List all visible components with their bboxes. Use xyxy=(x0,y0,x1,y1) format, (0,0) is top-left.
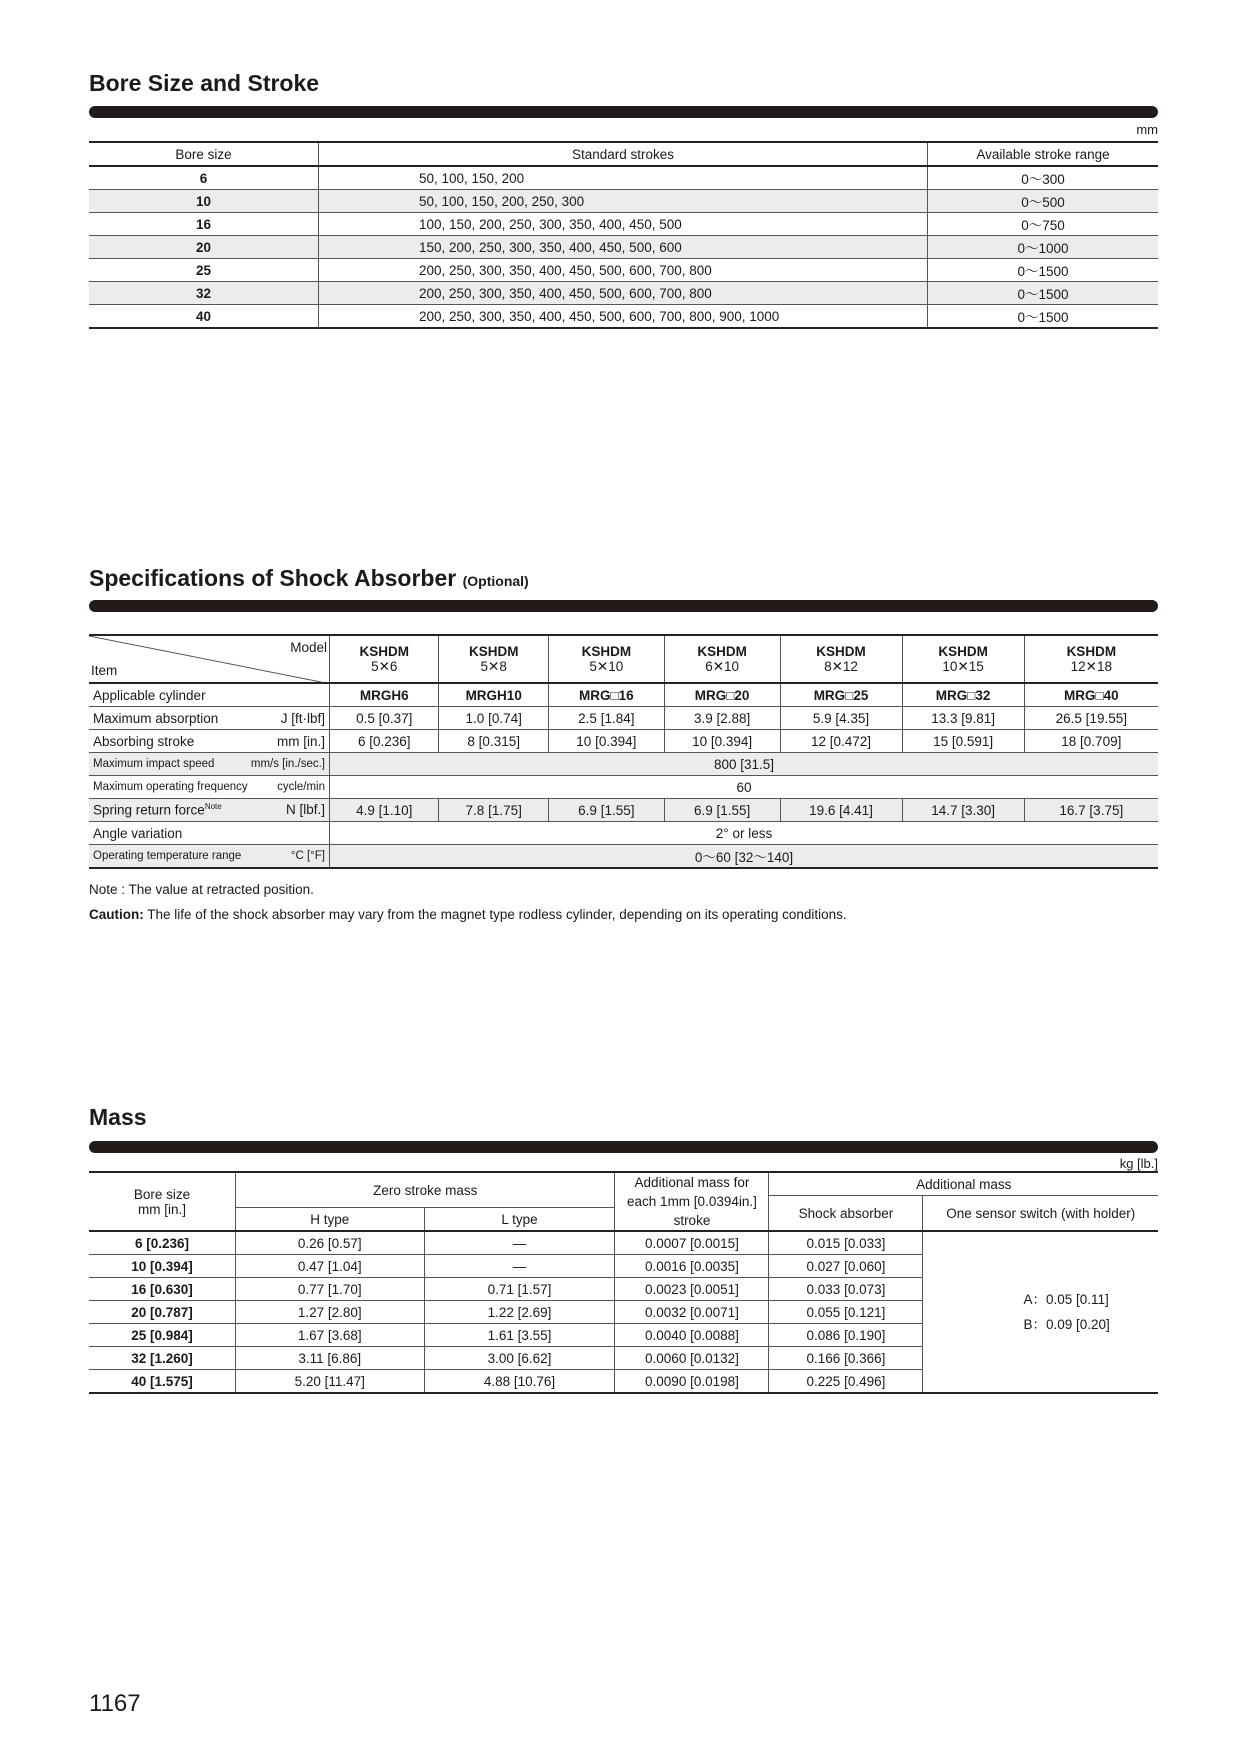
model-name: KSHDM xyxy=(1066,643,1117,659)
section-divider-bar xyxy=(89,600,1158,612)
shock-absorber-cell: 0.225 [0.496] xyxy=(769,1370,923,1394)
spring-cell: 16.7 [3.75] xyxy=(1024,799,1158,822)
l-type-cell: 0.71 [1.57] xyxy=(424,1278,615,1301)
model-header-cell xyxy=(780,635,902,683)
model-size: 5✕6 xyxy=(371,658,398,674)
table-row xyxy=(89,259,1158,282)
model-size: 5✕8 xyxy=(480,658,507,674)
table-row xyxy=(89,166,1158,190)
frequency-value: 60 xyxy=(330,776,1159,799)
stroke-range-cell: 0～500 xyxy=(928,190,1159,213)
model-size: 5✕10 xyxy=(589,658,624,674)
table-row xyxy=(89,236,1158,259)
model-header-cell xyxy=(1024,635,1158,683)
bore-size-cell: 6 xyxy=(89,166,319,190)
absorption-cell: 2.5 [1.84] xyxy=(548,707,664,730)
impact-unit: mm/s [in./sec.] xyxy=(250,758,325,770)
table-row xyxy=(89,282,1158,305)
standard-strokes-cell: 200, 250, 300, 350, 400, 450, 500, 600, 700, 800 xyxy=(319,282,928,305)
table-row xyxy=(89,845,1158,869)
spring-cell: 6.9 [1.55] xyxy=(664,799,780,822)
additional-per-mm-cell: 0.0032 [0.0071] xyxy=(615,1301,769,1324)
applicable-cylinder-cell: MRG□25 xyxy=(780,683,902,707)
bore-size-cell: 40 [1.575] xyxy=(89,1370,236,1394)
header-bore-size: Bore size xyxy=(89,142,319,166)
spring-cell: 4.9 [1.10] xyxy=(330,799,439,822)
l-type-cell: — xyxy=(424,1255,615,1278)
stroke-cell: 15 [0.591] xyxy=(902,730,1024,753)
model-name: KSHDM xyxy=(816,643,866,659)
optional-label: (Optional) xyxy=(462,573,529,589)
h-type-cell: 3.11 [6.86] xyxy=(236,1347,425,1370)
model-name: KSHDM xyxy=(359,643,409,659)
impact-label-cell xyxy=(89,753,330,776)
shock-absorber-title xyxy=(89,565,529,592)
model-header-cell xyxy=(330,635,439,683)
h-type-cell: 5.20 [11.47] xyxy=(236,1370,425,1394)
additional-per-mm-cell: 0.0060 [0.0132] xyxy=(615,1347,769,1370)
header-sensor-switch: One sensor switch (with holder) xyxy=(923,1196,1158,1232)
corner-header-cell xyxy=(89,635,330,683)
spring-cell: 19.6 [4.41] xyxy=(780,799,902,822)
caution-body: The life of the shock absorber may vary from the magnet type rodless cylinder, depending on its operating conditions. xyxy=(143,907,847,922)
stroke-label: Absorbing stroke xyxy=(93,733,195,749)
header-zero-stroke-mass: Zero stroke mass xyxy=(236,1172,615,1208)
header-h-type: H type xyxy=(236,1208,425,1232)
additional-per-mm-line2: each 1mm [0.0394in.] xyxy=(627,1194,757,1209)
table-header-row xyxy=(89,142,1158,166)
page-number: 1167 xyxy=(89,1690,141,1717)
table-row xyxy=(89,822,1158,845)
model-size: 10✕15 xyxy=(942,658,984,674)
spring-unit: N [lbf.] xyxy=(285,802,325,818)
model-header-cell xyxy=(439,635,548,683)
stroke-cell: 12 [0.472] xyxy=(780,730,902,753)
unit-label: mm xyxy=(1136,122,1158,137)
stroke-cell: 8 [0.315] xyxy=(439,730,548,753)
h-type-cell: 1.27 [2.80] xyxy=(236,1301,425,1324)
stroke-range-cell: 0～300 xyxy=(928,166,1159,190)
applicable-cylinder-cell: MRG□16 xyxy=(548,683,664,707)
shock-absorber-cell: 0.027 [0.060] xyxy=(769,1255,923,1278)
mass-table xyxy=(89,1171,1158,1394)
standard-strokes-cell: 50, 100, 150, 200 xyxy=(319,166,928,190)
absorption-cell: 3.9 [2.88] xyxy=(664,707,780,730)
table-row xyxy=(89,799,1158,822)
stroke-cell: 10 [0.394] xyxy=(548,730,664,753)
bore-size-cell: 40 xyxy=(89,305,319,329)
spring-label: Spring return force xyxy=(93,802,205,818)
note-sup: Note xyxy=(204,802,222,812)
angle-value: 2° or less xyxy=(330,822,1159,845)
frequency-label: Maximum operating frequency xyxy=(93,781,248,793)
spring-label-cell xyxy=(89,799,330,822)
bore-size-stroke-table xyxy=(89,141,1158,329)
standard-strokes-cell: 200, 250, 300, 350, 400, 450, 500, 600, 700, 800, 900, 1000 xyxy=(319,305,928,329)
bore-size-cell: 25 xyxy=(89,259,319,282)
absorption-cell: 1.0 [0.74] xyxy=(439,707,548,730)
spring-cell: 7.8 [1.75] xyxy=(439,799,548,822)
bore-size-unit: mm [in.] xyxy=(137,1201,186,1217)
table-header-row xyxy=(89,635,1158,683)
table-row xyxy=(89,683,1158,707)
h-type-cell: 1.67 [3.68] xyxy=(236,1324,425,1347)
bore-size-label: Bore size xyxy=(133,1186,191,1202)
model-header-cell xyxy=(548,635,664,683)
stroke-range-cell: 0～750 xyxy=(928,213,1159,236)
applicable-cylinder-label: Applicable cylinder xyxy=(89,683,330,707)
table-row xyxy=(89,305,1158,329)
sensor-b-value: B：0.09 [0.20] xyxy=(1023,1317,1110,1332)
impact-label: Maximum impact speed xyxy=(93,758,215,770)
shock-absorber-title-text: Specifications of Shock Absorber xyxy=(89,565,457,591)
additional-per-mm-cell: 0.0023 [0.0051] xyxy=(615,1278,769,1301)
bore-size-stroke-title: Bore Size and Stroke xyxy=(89,70,320,96)
header-bore-size xyxy=(89,1172,236,1231)
applicable-cylinder-cell: MRG□20 xyxy=(664,683,780,707)
sensor-switch-cell xyxy=(923,1231,1158,1393)
applicable-cylinder-cell: MRGH10 xyxy=(439,683,548,707)
model-name: KSHDM xyxy=(938,643,988,659)
caution-label: Caution: xyxy=(89,907,144,922)
caution-text xyxy=(89,907,847,922)
absorption-cell: 26.5 [19.55] xyxy=(1024,707,1158,730)
stroke-cell: 18 [0.709] xyxy=(1024,730,1158,753)
angle-label: Angle variation xyxy=(89,822,330,845)
bore-size-cell: 20 xyxy=(89,236,319,259)
absorption-unit: J [ft·lbf] xyxy=(280,710,325,726)
shock-absorber-cell: 0.033 [0.073] xyxy=(769,1278,923,1301)
bore-size-cell: 32 [1.260] xyxy=(89,1347,236,1370)
bore-size-cell: 6 [0.236] xyxy=(89,1231,236,1255)
stroke-range-cell: 0～1500 xyxy=(928,282,1159,305)
mass-title: Mass xyxy=(89,1104,147,1130)
absorption-cell: 5.9 [4.35] xyxy=(780,707,902,730)
h-type-cell: 0.47 [1.04] xyxy=(236,1255,425,1278)
section-divider-bar xyxy=(89,106,1158,118)
h-type-cell: 0.26 [0.57] xyxy=(236,1231,425,1255)
header-additional-per-mm xyxy=(615,1172,769,1231)
bore-size-cell: 32 xyxy=(89,282,319,305)
additional-per-mm-cell: 0.0040 [0.0088] xyxy=(615,1324,769,1347)
shock-absorber-cell: 0.086 [0.190] xyxy=(769,1324,923,1347)
diagonal-line xyxy=(89,636,321,682)
standard-strokes-cell: 150, 200, 250, 300, 350, 400, 450, 500, 600 xyxy=(319,236,928,259)
table-row xyxy=(89,730,1158,753)
item-corner-label: Item xyxy=(91,663,118,678)
sensor-a-value: A：0.05 [0.11] xyxy=(1023,1292,1109,1307)
section-divider-bar xyxy=(89,1141,1158,1153)
table-row xyxy=(89,707,1158,730)
shock-absorber-table xyxy=(89,634,1158,869)
shock-absorber-cell: 0.015 [0.033] xyxy=(769,1231,923,1255)
bore-size-cell: 10 xyxy=(89,190,319,213)
bore-size-cell: 25 [0.984] xyxy=(89,1324,236,1347)
shock-absorber-cell: 0.166 [0.366] xyxy=(769,1347,923,1370)
mass-unit-label: kg [lb.] xyxy=(1119,1156,1158,1171)
temp-value: 0～60 [32～140] xyxy=(330,845,1159,869)
header-standard-strokes: Standard strokes xyxy=(319,142,928,166)
table-row xyxy=(89,776,1158,799)
shock-absorber-cell: 0.055 [0.121] xyxy=(769,1301,923,1324)
spring-cell: 14.7 [3.30] xyxy=(902,799,1024,822)
absorption-label: Maximum absorption xyxy=(93,710,219,726)
l-type-cell: 4.88 [10.76] xyxy=(424,1370,615,1394)
bore-size-cell: 20 [0.787] xyxy=(89,1301,236,1324)
additional-per-mm-cell: 0.0016 [0.0035] xyxy=(615,1255,769,1278)
bore-size-cell: 16 [0.630] xyxy=(89,1278,236,1301)
additional-per-mm-cell: 0.0007 [0.0015] xyxy=(615,1231,769,1255)
model-name: KSHDM xyxy=(581,643,632,659)
absorption-cell: 0.5 [0.37] xyxy=(330,707,439,730)
header-shock-absorber: Shock absorber xyxy=(769,1196,923,1232)
table-row xyxy=(89,190,1158,213)
spring-cell: 6.9 [1.55] xyxy=(548,799,664,822)
l-type-cell: 3.00 [6.62] xyxy=(424,1347,615,1370)
l-type-cell: 1.61 [3.55] xyxy=(424,1324,615,1347)
model-header-cell xyxy=(664,635,780,683)
table-row xyxy=(89,213,1158,236)
frequency-unit: cycle/min xyxy=(277,781,325,793)
model-header-cell xyxy=(902,635,1024,683)
model-size: 12✕18 xyxy=(1070,658,1112,674)
header-additional-mass: Additional mass xyxy=(769,1172,1158,1196)
bore-size-cell: 16 xyxy=(89,213,319,236)
temp-label: Operating temperature range xyxy=(93,850,242,862)
applicable-cylinder-cell: MRGH6 xyxy=(330,683,439,707)
impact-value: 800 [31.5] xyxy=(330,753,1159,776)
model-name: KSHDM xyxy=(697,643,747,659)
temp-label-cell xyxy=(89,845,330,869)
standard-strokes-cell: 200, 250, 300, 350, 400, 450, 500, 600, 700, 800 xyxy=(319,259,928,282)
note-text: Note : The value at retracted position. xyxy=(89,882,314,897)
table-row xyxy=(89,753,1158,776)
header-l-type: L type xyxy=(424,1208,615,1232)
absorption-label-cell xyxy=(89,707,330,730)
absorption-cell: 13.3 [9.81] xyxy=(902,707,1024,730)
stroke-range-cell: 0～1500 xyxy=(928,305,1159,329)
table-row xyxy=(89,1231,1158,1255)
header-stroke-range: Available stroke range xyxy=(928,142,1159,166)
applicable-cylinder-cell: MRG□40 xyxy=(1024,683,1158,707)
stroke-label-cell xyxy=(89,730,330,753)
stroke-unit: mm [in.] xyxy=(276,733,325,749)
stroke-cell: 6 [0.236] xyxy=(330,730,439,753)
frequency-label-cell xyxy=(89,776,330,799)
l-type-cell: 1.22 [2.69] xyxy=(424,1301,615,1324)
standard-strokes-cell: 100, 150, 200, 250, 300, 350, 400, 450, 500 xyxy=(319,213,928,236)
bore-size-cell: 10 [0.394] xyxy=(89,1255,236,1278)
stroke-cell: 10 [0.394] xyxy=(664,730,780,753)
additional-per-mm-line3: stroke xyxy=(673,1213,711,1228)
applicable-cylinder-cell: MRG□32 xyxy=(902,683,1024,707)
model-size: 8✕12 xyxy=(824,658,858,674)
temp-unit: °C [°F] xyxy=(290,850,325,862)
table-header-row xyxy=(89,1172,1158,1196)
model-size: 6✕10 xyxy=(705,658,740,674)
diagonal-header xyxy=(89,636,329,682)
l-type-cell: — xyxy=(424,1231,615,1255)
stroke-range-cell: 0～1000 xyxy=(928,236,1159,259)
h-type-cell: 0.77 [1.70] xyxy=(236,1278,425,1301)
model-corner-label: Model xyxy=(290,640,327,655)
standard-strokes-cell: 50, 100, 150, 200, 250, 300 xyxy=(319,190,928,213)
additional-per-mm-cell: 0.0090 [0.0198] xyxy=(615,1370,769,1394)
model-name: KSHDM xyxy=(468,643,519,659)
stroke-range-cell: 0～1500 xyxy=(928,259,1159,282)
additional-per-mm-line1: Additional mass for xyxy=(634,1175,750,1190)
